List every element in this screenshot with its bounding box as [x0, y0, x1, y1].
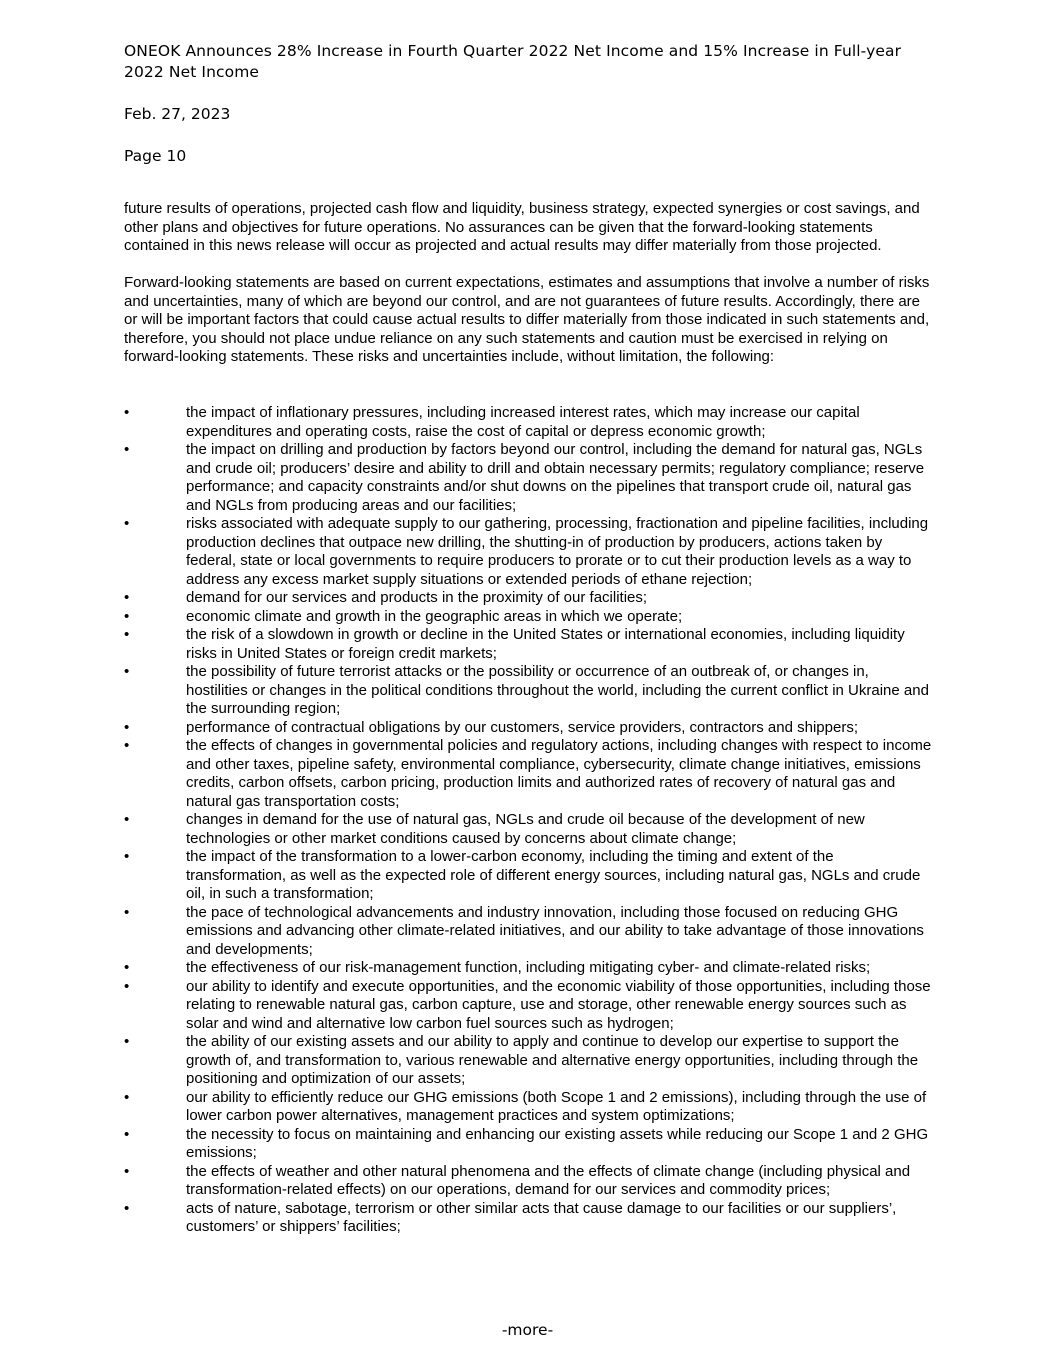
list-item-text: the impact of inflationary pressures, including increased interest rates, which may increase our capital expenditures and operating costs, raise the cost of capital or depress economic growth;: [186, 404, 860, 440]
list-item-text: the possibility of future terrorist attacks or the possibility or occurrence of an outbreak of, or changes in, hostilities or changes in the political conditions throughout the world, including the current conflict in Ukraine and the surrounding region;: [186, 663, 929, 717]
list-item: [124, 1200, 934, 1237]
list-item-text: the effectiveness of our risk-management function, including mitigating cyber- and climate-related risks;: [186, 959, 871, 976]
bullet-marker: •: [124, 663, 130, 680]
bullet-marker: •: [124, 737, 130, 754]
list-item-text: our ability to efficiently reduce our GHG emissions (both Scope 1 and 2 emissions), including through the use of lower carbon power alternatives, management practices and system optimizations;: [186, 1088, 927, 1124]
list-item-text: acts of nature, sabotage, terrorism or other similar acts that cause damage to our facilities or our suppliers’, customers’ or shippers’ facilities;: [186, 1199, 897, 1235]
list-item: [124, 589, 934, 608]
bullet-marker: •: [124, 589, 130, 606]
list-item: [124, 663, 934, 719]
list-item: [124, 626, 934, 663]
list-item: [124, 1163, 934, 1200]
paragraph-continued: future results of operations, projected cash flow and liquidity, business strategy, expected synergies or cost savings, and other plans and objectives for future operations. No assurances can be given that the forward-looking statements contained in this news release will occur as projected and actual results may differ materially from those projected.: [124, 200, 920, 254]
list-item: [124, 904, 934, 960]
list-item-text: demand for our services and products in the proximity of our facilities;: [186, 589, 648, 606]
bullet-marker: •: [124, 1125, 130, 1143]
document-date: Feb. 27, 2023: [124, 105, 231, 123]
page-number: Page 10: [124, 147, 187, 165]
list-item-text: economic climate and growth in the geographic areas in which we operate;: [186, 607, 683, 625]
bullet-marker: •: [124, 515, 130, 532]
list-item-text: performance of contractual obligations by our customers, service providers, contractors and shippers;: [186, 718, 858, 736]
list-item-text: the impact of the transformation to a lower-carbon economy, including the timing and extent of the transformation, as well as the expected role of different energy sources, including natural gas, NGLs and crude oil, in such a transformation;: [186, 848, 921, 902]
list-item-text: risks associated with adequate supply to our gathering, processing, fractionation and pipeline facilities, including production declines that outpace new drilling, the shutting-in of production by producers, actions taken by federal, state or local governments to require producers to prorate or to cut their production levels as a way to address any excess market supply situations or extended periods of ethane rejection;: [186, 515, 929, 588]
list-item: [124, 1033, 934, 1089]
bullet-marker: •: [124, 1199, 130, 1217]
list-item: [124, 515, 934, 589]
list-item: [124, 737, 934, 811]
list-item-text: the impact on drilling and production by factors beyond our control, including the demand for natural gas, NGLs and crude oil; producers’ desire and ability to drill and obtain necessary permits; regulatory compliance; reserve performance; and capacity constraints and/or shut downs on the pipelines that transport crude oil, natural gas and NGLs from producing areas and our facilities;: [186, 441, 925, 514]
paragraph-forward-looking: Forward-looking statements are based on current expectations, estimates and assumptions that involve a number of risks and uncertainties, many of which are beyond our control, and are not guarantees of future results. Accordingly, there are or will be important factors that could cause actual results to differ materially from those indicated in such statements and, therefore, you should not place undue reliance on any such statements and caution must be exercised in relying on forward-looking statements. These risks and uncertainties include, without limitation, the following:: [124, 274, 930, 365]
bullet-marker: •: [124, 404, 130, 421]
list-item: [124, 608, 934, 627]
list-item-text: the pace of technological advancements and industry innovation, including those focused on reducing GHG emissions and advancing other climate-related initiatives, and our ability to take advantage of those innovations and developments;: [186, 903, 924, 958]
document-title: ONEOK Announces 28% Increase in Fourth Quarter 2022 Net Income and 15% Increase in Full-year 2022 Net Income: [124, 42, 902, 81]
bullet-marker: •: [124, 1162, 130, 1180]
bullet-marker: •: [124, 959, 130, 976]
list-item: [124, 811, 934, 848]
bullet-marker: •: [124, 977, 130, 995]
list-item-text: the risk of a slowdown in growth or decline in the United States or international economies, including liquidity risks in United States or foreign credit markets;: [186, 626, 905, 662]
bullet-marker: •: [124, 626, 130, 643]
bullet-marker: •: [124, 441, 130, 458]
continuation-marker: -more-: [501, 1321, 554, 1339]
list-item: [124, 441, 934, 515]
bullet-marker: •: [124, 1033, 130, 1050]
list-item-text: the ability of our existing assets and our ability to apply and continue to develop our expertise to support the growth of, and transformation to, various renewable and alternative energy opportunities, including through the positioning and optimization of our assets;: [186, 1033, 919, 1087]
risk-factor-list: [124, 404, 934, 1237]
bullet-marker: •: [124, 718, 130, 736]
list-item: [124, 848, 934, 904]
list-item: [124, 1126, 934, 1163]
bullet-marker: •: [124, 811, 130, 828]
list-item: [124, 719, 934, 738]
bullet-marker: •: [124, 607, 130, 625]
list-item-text: changes in demand for the use of natural gas, NGLs and crude oil because of the development of new technologies or other market conditions caused by concerns about climate change;: [186, 811, 865, 847]
bullet-marker: •: [124, 848, 130, 865]
list-item-text: the necessity to focus on maintaining and enhancing our existing assets while reducing our Scope 1 and 2 GHG emissions;: [186, 1125, 929, 1161]
bullet-marker: •: [124, 1088, 130, 1106]
list-item-text: the effects of weather and other natural phenomena and the effects of climate change (including physical and transformation-related effects) on our operations, demand for our services and commodity prices;: [186, 1162, 911, 1198]
list-item: [124, 404, 934, 441]
list-item-text: our ability to identify and execute opportunities, and the economic viability of those opportunities, including those relating to renewable natural gas, carbon capture, use and storage, other renewable energy sources such as solar and wind and alternative low carbon fuel sources such as hydrogen;: [186, 977, 931, 1032]
list-item-text: the effects of changes in governmental policies and regulatory actions, including changes with respect to income and other taxes, pipeline safety, environmental compliance, cybersecurity, climate change initiatives, emissions credits, carbon offsets, carbon pricing, production limits and authorized rates of recovery of natural gas and natural gas transportation costs;: [186, 737, 932, 810]
list-item: [124, 959, 934, 978]
bullet-marker: •: [124, 903, 130, 921]
list-item: [124, 978, 934, 1034]
list-item: [124, 1089, 934, 1126]
